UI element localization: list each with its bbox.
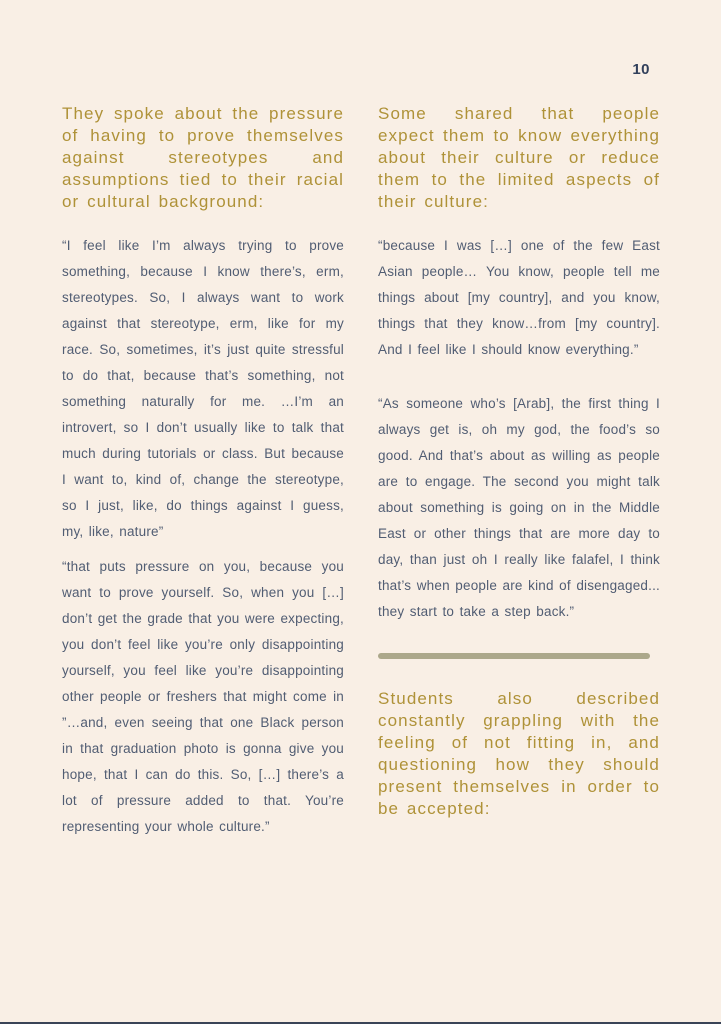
right-quote-paragraph-1: “because I was […] one of the few East Asian people… You know, people tell me things about [my country], and you know, things that they know…from [my country]. And I feel like I should know everything.” bbox=[378, 238, 660, 357]
left-column-heading: They spoke about the pressure of having to prove themselves against stereotypes and assumptions tied to their racial or cultural background: bbox=[62, 104, 344, 211]
left-quote-paragraph-1: “I feel like I’m always trying to prove something, because I know there’s, erm, stereotypes. So, I always want to work against that stereotype, erm, like for my race. So, sometimes, it’s just quite stressful to do that, because that’s something, not something naturally for me. …I’m an introvert, so I don’t usually like to talk that much during tutorials or class. But because I want to, kind of, change the stereotype, so I just, like, do things against I guess, my, like, nature” bbox=[62, 238, 344, 539]
right-column-heading-2: Students also described constantly grappling with the feeling of not fitting in, and questioning how they should present themselves in order to be accepted: bbox=[378, 689, 660, 818]
left-column bbox=[62, 103, 344, 849]
left-quote-paragraph-2: “that puts pressure on you, because you want to prove yourself. So, when you […] don’t get the grade that you were expecting, you don’t feel like you’re only disappointing yourself, you feel like you’re disappointing other people or freshers that might come in ”…and, even seeing that one Black person in that graduation photo is gonna give you hope, that I can do this. So, […] there’s a lot of pressure added to that. You’re representing your whole culture.” bbox=[62, 559, 344, 834]
two-column-layout bbox=[62, 103, 660, 849]
right-quote-paragraph-2: “As someone who’s [Arab], the first thing I always get is, oh my god, the food’s so good. And that’s about as willing as people are to engage. The second you might talk about something is going on in the Middle East or other things that are more day to day, than just oh I really like falafel, I think that’s when people are kind of disengaged... they start to take a step back.” bbox=[378, 396, 660, 619]
right-column-heading: Some shared that people expect them to know everything about their culture or reduce them to the limited aspects of their culture: bbox=[378, 104, 660, 211]
page-number: 10 bbox=[632, 61, 650, 78]
section-divider bbox=[378, 653, 650, 659]
right-column bbox=[378, 103, 660, 849]
